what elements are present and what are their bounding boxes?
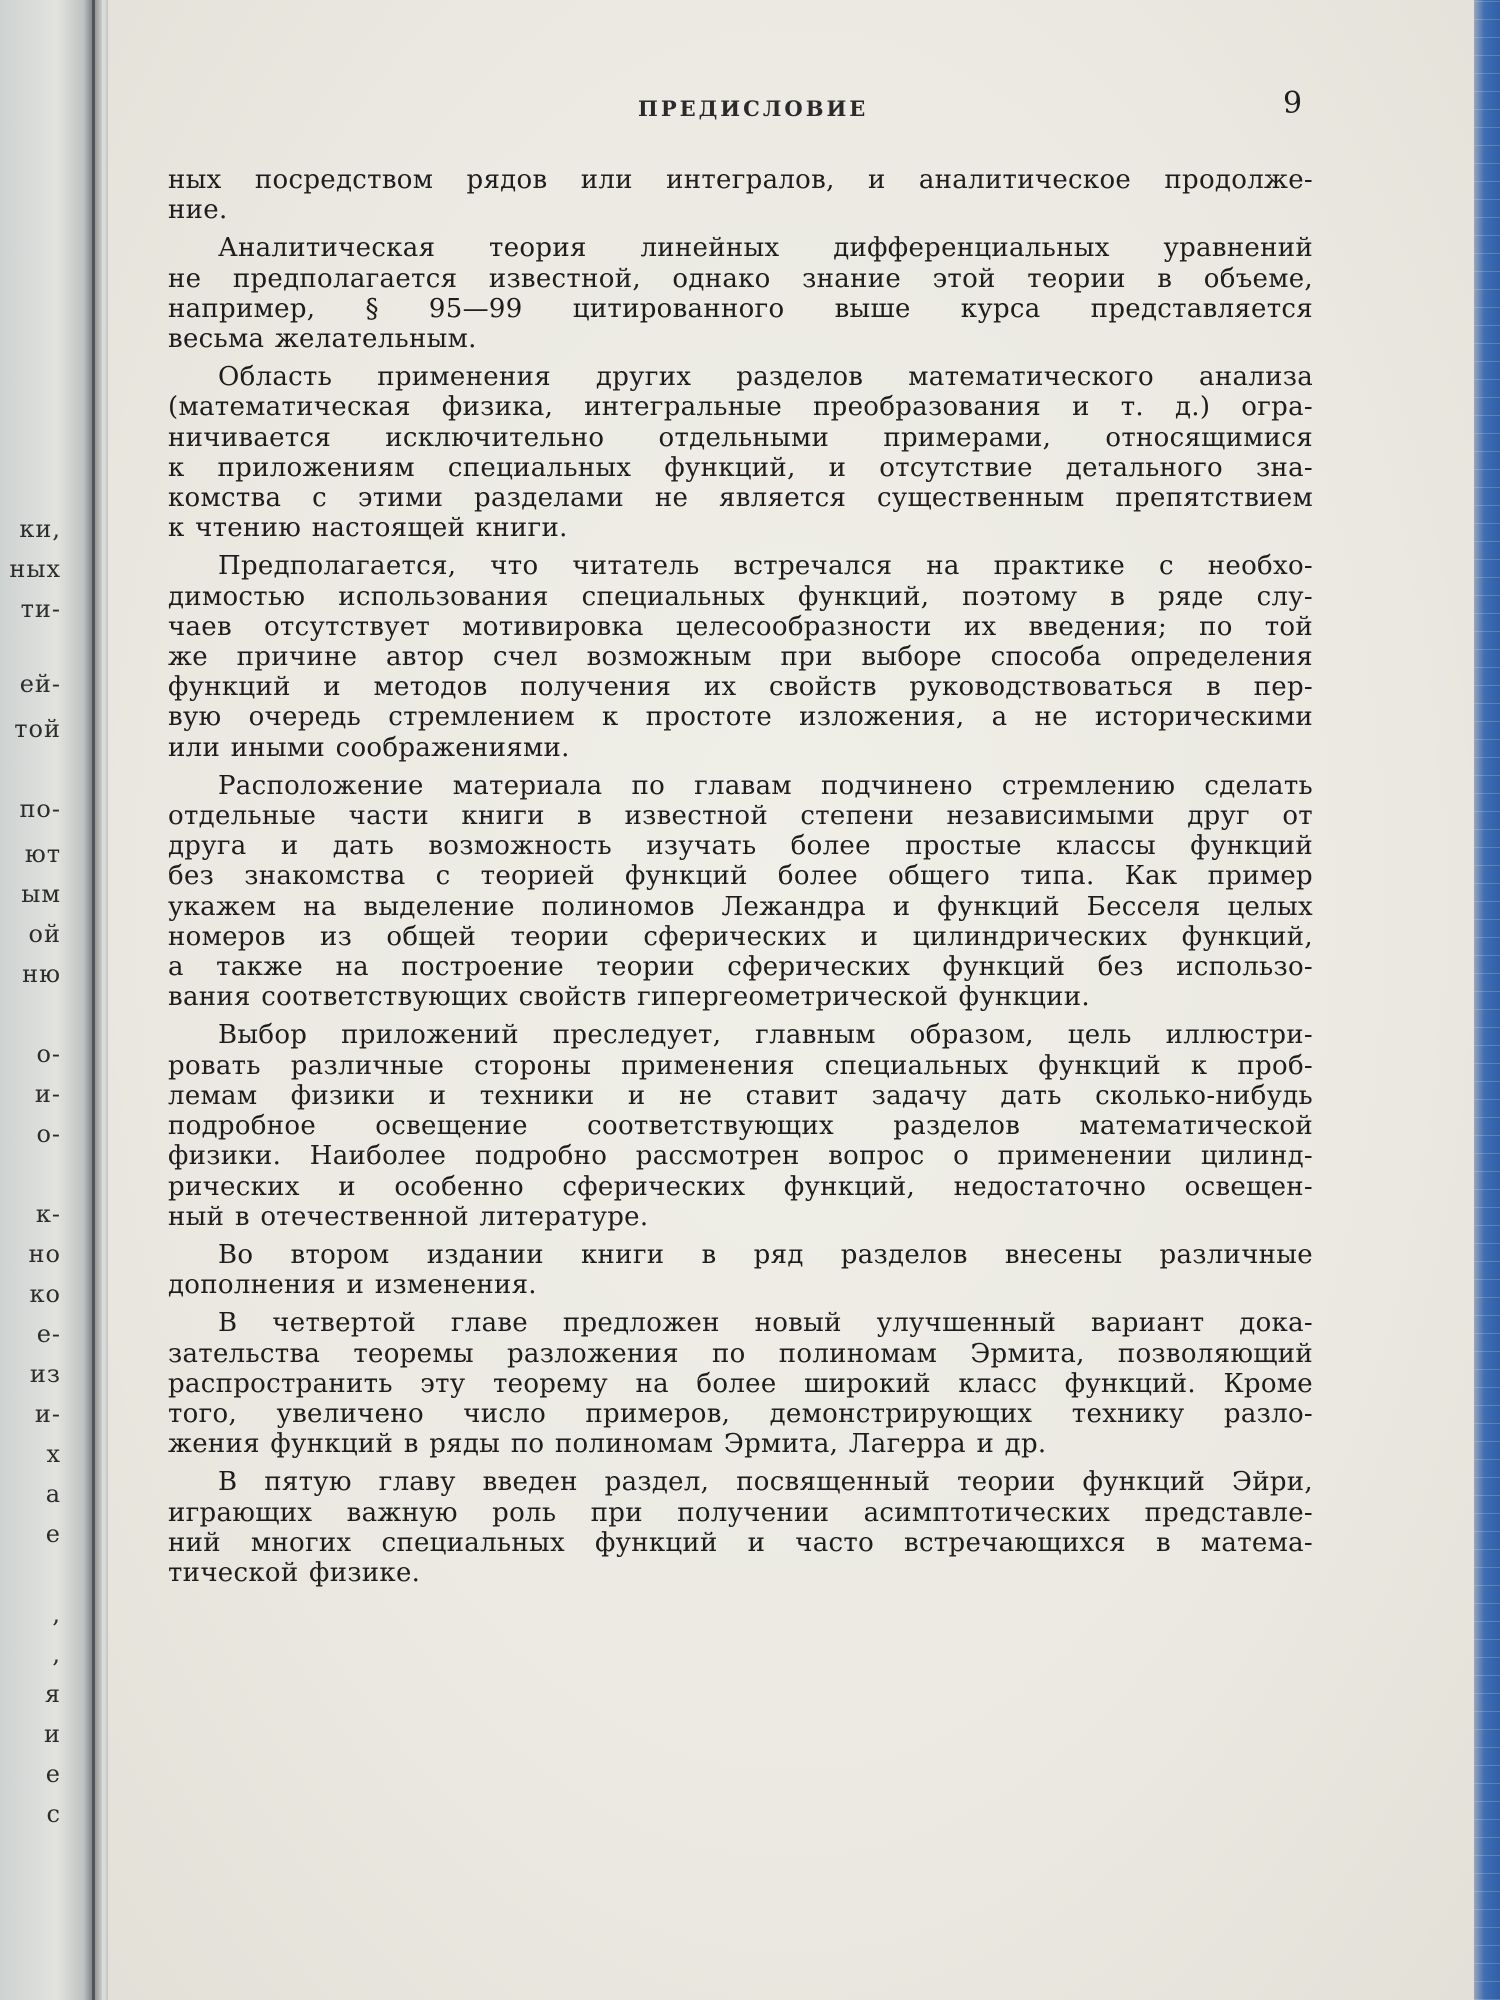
- text-line: не предполагается известной, однако знание этой теории в объеме,: [168, 263, 1313, 294]
- facing-page-fragment: той: [14, 715, 61, 743]
- text-line: комства с этими разделами не является существенным препятствием: [168, 483, 1313, 514]
- text-line: ровать различные стороны применения специальных функций к проб-: [168, 1050, 1313, 1081]
- text-line: (математическая физика, интегральные преобразования и т. д.) огра-: [168, 392, 1313, 423]
- paragraph: [168, 362, 1313, 543]
- text-line: к приложениям специальных функций, и отсутствие детального зна-: [168, 452, 1313, 483]
- facing-page-fragment: ко: [29, 1280, 61, 1308]
- text-line: вания соответствующих свойств гипергеометрической функции.: [168, 982, 1090, 1013]
- text-line: к чтению настоящей книги.: [168, 513, 568, 544]
- text-line: ничивается исключительно отдельными примерами, относящимися: [168, 422, 1313, 453]
- facing-page-text-fragments: [0, 0, 95, 2000]
- facing-page-fragment: ей-: [19, 670, 61, 698]
- text-line: Область применения других разделов математического анализа: [218, 362, 1313, 393]
- facing-page-fragment: о-: [36, 1120, 61, 1148]
- facing-page-fragment: и-: [34, 1400, 61, 1428]
- facing-page-fragment: с: [46, 1800, 61, 1828]
- facing-page-fragment: по-: [19, 795, 61, 823]
- book-gutter: [92, 0, 102, 2000]
- paragraph: [168, 551, 1313, 762]
- text-line: ных посредством рядов или интегралов, и аналитическое продолже-: [168, 165, 1313, 195]
- paragraph: [168, 1240, 1313, 1300]
- text-line: например, § 95—99 цитированного выше курса представляется: [168, 293, 1313, 324]
- text-line: В четвертой главе предложен новый улучшенный вариант дока-: [218, 1308, 1313, 1339]
- facing-page-fragment: ню: [22, 960, 61, 988]
- facing-page-fragment: е: [45, 1760, 61, 1788]
- facing-page-fragment: я: [44, 1680, 61, 1708]
- facing-page-fragment: о-: [36, 1040, 61, 1068]
- body-text: [168, 165, 1313, 1596]
- text-line: укажем на выделение полиномов Лежандра и функций Бесселя целых: [168, 891, 1313, 922]
- text-line: весьма желательным.: [168, 324, 477, 355]
- facing-page-fragment: е: [45, 1520, 61, 1548]
- page-number: 9: [1283, 86, 1303, 121]
- text-line: играющих важную роль при получении асимптотических представле-: [168, 1497, 1313, 1528]
- facing-page-fragment: ,: [52, 1600, 61, 1628]
- facing-page-fragment: е-: [36, 1320, 61, 1348]
- facing-page-fragment: но: [28, 1240, 61, 1268]
- text-line: номеров из общей теории сферических и цилиндрических функций,: [168, 921, 1313, 952]
- text-line: Предполагается, что читатель встречался на практике с необхо-: [218, 551, 1313, 582]
- text-line: функций и методов получения их свойств руководствоваться в пер-: [168, 672, 1313, 703]
- text-line: физики. Наиболее подробно рассмотрен вопрос о применении цилинд-: [168, 1141, 1313, 1172]
- text-line: Расположение материала по главам подчинено стремлению сделать: [218, 770, 1313, 801]
- book-page: [108, 0, 1474, 2000]
- facing-page-fragment: ,: [52, 1640, 61, 1668]
- text-line: Выбор приложений преследует, главным образом, цель иллюстри-: [218, 1020, 1313, 1051]
- text-line: же причине автор счел возможным при выборе способа определения: [168, 642, 1313, 673]
- text-line: жения функций в ряды по полиномам Эрмита, Лагерра и др.: [168, 1429, 1047, 1460]
- text-line: тической физике.: [168, 1557, 421, 1588]
- paragraph: [168, 1308, 1313, 1459]
- text-line: Во втором издании книги в ряд разделов внесены различные: [218, 1239, 1313, 1270]
- paragraph: [168, 1020, 1313, 1231]
- text-line: В пятую главу введен раздел, посвященный теории функций Эйри,: [218, 1467, 1313, 1498]
- paragraph: [168, 165, 1313, 225]
- facing-page-fragment: ой: [28, 920, 61, 948]
- text-line: димостью использования специальных функций, поэтому в ряде слу-: [168, 581, 1313, 612]
- text-line: подробное освещение соответствующих разделов математической: [168, 1111, 1313, 1142]
- text-line: ний многих специальных функций и часто встречающихся в матема-: [168, 1527, 1313, 1558]
- text-line: ние.: [168, 195, 228, 226]
- text-line: лемам физики и техники и не ставит задачу дать сколько-нибудь: [168, 1080, 1313, 1111]
- facing-page-fragment: ти-: [20, 595, 61, 623]
- facing-page-fragment: ют: [24, 840, 61, 868]
- running-head: ПРЕДИСЛОВИЕ: [638, 96, 869, 121]
- text-line: ный в отечественной литературе.: [168, 1201, 649, 1232]
- text-line: Аналитическая теория линейных дифференциальных уравнений: [218, 233, 1313, 264]
- facing-page-fragment: из: [29, 1360, 61, 1388]
- text-line: отдельные части книги в известной степени независимыми друг от: [168, 801, 1313, 832]
- text-line: дополнения и изменения.: [168, 1270, 537, 1301]
- text-line: или иными соображениями.: [168, 732, 570, 763]
- text-line: того, увеличено число примеров, демонстрирующих технику разло-: [168, 1398, 1313, 1429]
- facing-page-fragment: ым: [21, 880, 61, 908]
- text-line: рических и особенно сферических функций, недостаточно освещен-: [168, 1171, 1313, 1202]
- paragraph: [168, 233, 1313, 354]
- facing-page-fragment: и: [44, 1720, 61, 1748]
- facing-page-fragment: и-: [34, 1080, 61, 1108]
- blue-background-edge: [1474, 0, 1500, 2000]
- facing-page-fragment: а: [45, 1480, 61, 1508]
- facing-page-fragment: ных: [9, 555, 61, 583]
- text-line: зательства теоремы разложения по полиномам Эрмита, позволяющий: [168, 1338, 1313, 1369]
- text-line: а также на построение теории сферических функций без использо-: [168, 952, 1313, 983]
- paragraph: [168, 1467, 1313, 1588]
- text-line: чаев отсутствует мотивировка целесообразности их введения; по той: [168, 611, 1313, 642]
- text-line: вую очередь стремлением к простоте изложения, а не историческими: [168, 702, 1313, 733]
- facing-page-fragment: х: [46, 1440, 61, 1468]
- text-line: без знакомства с теорией функций более общего типа. Как пример: [168, 861, 1313, 892]
- text-line: друга и дать возможность изучать более простые классы функций: [168, 831, 1313, 862]
- paragraph: [168, 771, 1313, 1013]
- facing-page-fragment: к-: [35, 1200, 61, 1228]
- facing-page-fragment: ки,: [19, 515, 61, 543]
- facing-page-edge: [0, 0, 95, 2000]
- text-line: распространить эту теорему на более широкий класс функций. Кроме: [168, 1368, 1313, 1399]
